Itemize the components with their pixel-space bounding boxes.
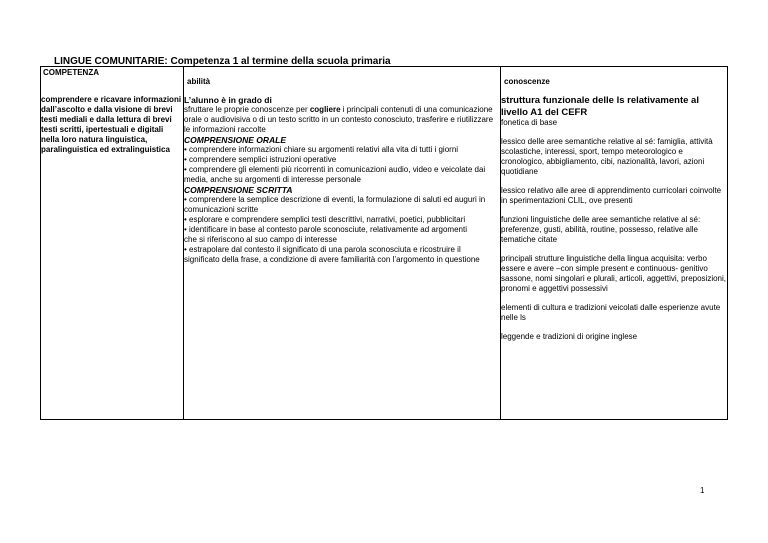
conoscenze-block: leggende e tradizioni di origine inglese bbox=[501, 332, 638, 341]
column-header-conoscenze: conoscenze bbox=[501, 67, 728, 96]
page-title: LINGUE COMUNITARIE: Competenza 1 al termine della scuola primaria bbox=[54, 56, 391, 67]
conoscenze-block: lessico delle aree semantiche relative al sé: famiglia, attività scolastiche, interessi, sport, tempo meteorologico e cronologico, abbigliamento, cibi, nazionalità, lavori, azioni quotidiane bbox=[501, 137, 713, 176]
column-header-competenza: COMPETENZA bbox=[41, 67, 184, 96]
conoscenze-block: lessico relativo alle aree di apprendimento curricolari coinvolte in sperimentazioni CLIL, ove presenti bbox=[501, 186, 722, 205]
list-item: • esplorare e comprendere semplici testi descrittivi, narrativi, poetici, pubblicitari bbox=[184, 215, 500, 225]
competence-table bbox=[40, 66, 728, 420]
conoscenze-block: funzioni linguistiche delle aree semantiche relative al sé: preferenze, gusti, abilità, routine, possesso, relative alle tematiche citate bbox=[501, 215, 701, 244]
abilita-intro bbox=[184, 105, 500, 135]
abilita-intro-text-end: i principali contenuti di una comunicazione orale o audiovisiva o di un testo scritto in un contesto conosciuto, trasferire e riutilizzare le informazioni raccolte bbox=[184, 105, 494, 134]
abilita-intro-text: sfruttare le proprie conoscenze per bbox=[184, 105, 310, 114]
list-item: • comprendere semplici istruzioni operative bbox=[184, 155, 500, 165]
list-item: • comprendere la semplice descrizione di eventi, la formulazione di saluti ed auguri in comunicazioni scritte bbox=[184, 195, 500, 215]
conoscenze-title: struttura funzionale delle ls relativamente al livello A1 del CEFR bbox=[501, 95, 699, 118]
conoscenze-block: principali strutture linguistiche della lingua acquisita: verbo essere e avere –con simple present e continuous- genitivo sassone, nomi singolari e plurali, articoli, aggettivi, preposizioni, pronomi e aggettivi possessivi bbox=[501, 254, 726, 293]
abilita-intro-bold: cogliere bbox=[309, 105, 341, 114]
list-item: • comprendere gli elementi più ricorrenti in comunicazioni audio, video e veicolate dai media, anche su argomenti di interesse personale bbox=[184, 165, 500, 185]
conoscenze-subtitle: fonetica di base bbox=[501, 118, 558, 127]
abilita-closing: significato della frase, a condizione di avere familiarità con l’argomento in questione bbox=[184, 255, 480, 264]
competenza-description: comprendere e ricavare informazioni dall’ascolto e dalla visione di brevi testi mediali e dalla lettura di brevi testi scritti, ipertestuali e digitali nella loro natura linguistica, paralinguistica ed extralinguistica bbox=[41, 95, 184, 420]
list-item: • comprendere informazioni chiare su argomenti relativi alla vita di tutti i giorni bbox=[184, 145, 500, 155]
section-title-scritta: COMPRENSIONE SCRITTA bbox=[184, 185, 293, 195]
abilita-cell bbox=[184, 95, 501, 420]
section-title-orale: COMPRENSIONE ORALE bbox=[184, 135, 287, 145]
page-number: 1 bbox=[700, 486, 705, 495]
list-item: • identificare in base al contesto parole sconosciute, relativamente ad argomenti bbox=[184, 225, 500, 235]
abilita-lead: L’alunno è in grado di bbox=[184, 95, 272, 105]
conoscenze-block: elementi di cultura e tradizioni veicolati dalle esperienze avute nelle ls bbox=[501, 303, 721, 322]
conoscenze-cell bbox=[501, 95, 728, 420]
list-item-note: che si riferiscono al suo campo di interesse bbox=[184, 235, 337, 244]
column-header-abilita: abilità bbox=[184, 67, 501, 96]
list-item: • estrapolare dal contesto il significato di una parola sconosciuta e ricostruire il bbox=[184, 245, 500, 255]
